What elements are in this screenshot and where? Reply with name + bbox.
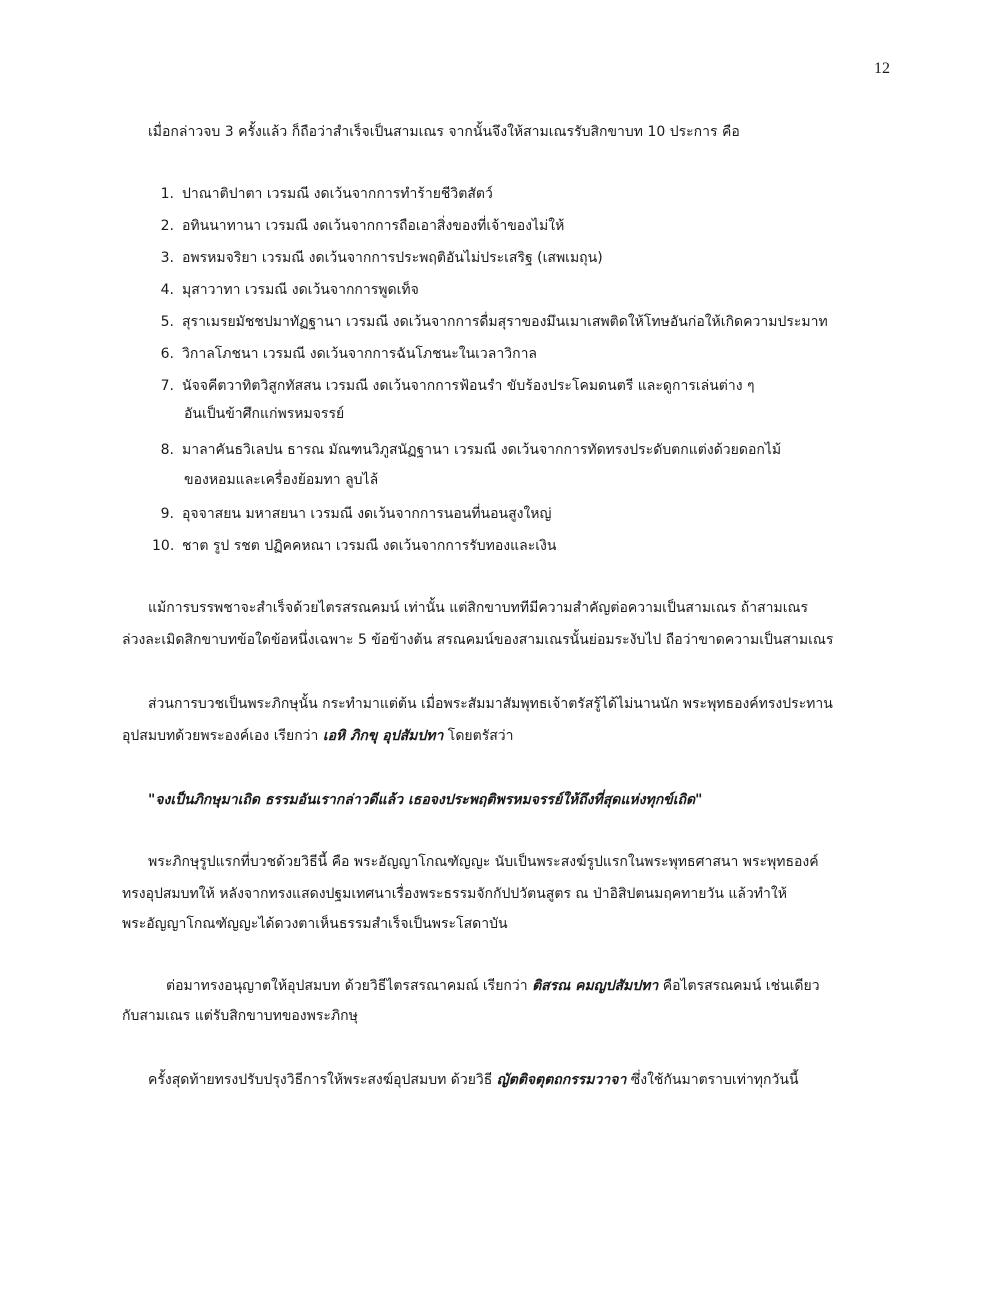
- list-item-text: สุราเมรยมัชชปมาทัฏฐานา เวรมณี งดเว้นจากการดื่มสุราของมึนเมาเสพติดให้โทษอันก่อให้เกิดความประมาท: [182, 314, 828, 330]
- list-item-number: 6.: [160, 346, 174, 362]
- list-item-continuation: อันเป็นข้าศึกแก่พรหมจรรย์: [184, 406, 345, 422]
- list-item: [152, 184, 493, 204]
- list-item: [152, 504, 551, 524]
- list-item-number: 2.: [160, 218, 174, 234]
- list-item-number: 5.: [160, 314, 174, 330]
- paragraph-line: ล่วงละเมิดสิกขาบทข้อใดข้อหนึ่งเฉพาะ 5 ข้อข้างต้น สรณคมน์ของสามเณรนั้นย่อมระงับไป ถือว่าขาดความเป็นสามเณร: [122, 632, 834, 648]
- text-run: โดยตรัสว่า: [443, 728, 514, 744]
- list-item-number: 7.: [160, 378, 174, 394]
- list-item-text: วิกาลโภชนา เวรมณี งดเว้นจากการฉันโภชนะในเวลาวิกาล: [182, 346, 538, 362]
- text-run: ต่อมาทรงอนุญาตให้อุปสมบท ด้วยวิธีไตรสรณาคมณ์ เรียกว่า: [166, 978, 533, 994]
- paragraph-line: ส่วนการบวชเป็นพระภิกษุนั้น กระทำมาแต่ต้น เมื่อพระสัมมาสัมพุทธเจ้าตรัสรู้ได้ไม่นานนัก พระพุทธองค์ทรงประทาน: [148, 696, 833, 712]
- list-item-number: 8.: [160, 442, 174, 458]
- emphasis-term: เอหิ ภิกขุ อุปสัมปทา: [322, 728, 444, 744]
- list-item-number: 9.: [160, 506, 174, 522]
- list-item: [152, 216, 564, 236]
- paragraph-line: กับสามเณร แต่รับสิกขาบทของพระภิกษุ: [122, 1008, 358, 1024]
- list-item: [152, 440, 781, 460]
- paragraph-line: พระภิกษุรูปแรกที่บวชด้วยวิธีนี้ คือ พระอัญญาโกณฑัญญะ นับเป็นพระสงฆ์รูปแรกในพระพุทธศาสนา พระพุทธองค์: [148, 854, 819, 870]
- list-item-text: นัจจคีตวาทิตวิสูกทัสสน เวรมณี งดเว้นจากการฟ้อนรำ ขับร้องประโคมดนตรี และดูการเล่นต่าง ๆ: [182, 378, 755, 394]
- list-item: [152, 344, 537, 364]
- paragraph-line: พระอัญญาโกณฑัญญะได้ดวงตาเห็นธรรมสำเร็จเป็นพระโสดาบัน: [122, 916, 508, 932]
- emphasis-term: ญัตติจตุตถกรรมวาจา: [496, 1072, 627, 1088]
- text-run: คือไตรสรณคมน์ เช่นเดียว: [658, 978, 820, 994]
- list-item-text: อพรหมจริยา เวรมณี งดเว้นจากการประพฤติอันไม่ประเสริฐ (เสพเมถุน): [182, 250, 603, 266]
- list-item-number: 4.: [160, 282, 174, 298]
- list-item-continuation: ของหอมและเครื่องย้อมทา ลูบไล้: [184, 472, 379, 488]
- paragraph-line: [122, 726, 514, 746]
- list-item-text: อทินนาทานา เวรมณี งดเว้นจากการถือเอาสิ่งของที่เจ้าของไม่ให้: [182, 218, 565, 234]
- paragraph-line: ทรงอุปสมบทให้ หลังจากทรงแสดงปฐมเทศนาเรื่องพระธรรมจักกัปปวัตนสูตร ณ ป่าอิสิปตนมฤคทายวัน แล้วทำให้: [122, 886, 787, 902]
- list-item: [152, 536, 556, 556]
- paragraph-line: [166, 976, 820, 996]
- list-item: [152, 248, 603, 268]
- list-item: [152, 280, 419, 300]
- paragraph-line: แม้การบรรพชาจะสำเร็จด้วยไตรสรณคมน์ เท่านั้น แต่สิกขาบททีมีความสำคัญต่อความเป็นสามเณร ถ้าสามเณร: [148, 600, 809, 616]
- text-run: ครั้งสุดท้ายทรงปรับปรุงวิธีการให้พระสงฆ์อุปสมบท ด้วยวิธี: [148, 1072, 497, 1088]
- buddha-quote: "จงเป็นภิกษุมาเถิด ธรรมอันเรากล่าวดีแล้ว เธอจงประพฤติพรหมจรรย์ให้ถึงที่สุดแห่งทุกข์เถิด": [148, 792, 703, 808]
- list-item-text: ชาต รูป รชต ปฏิคคหณา เวรมณี งดเว้นจากการรับทองและเงิน: [182, 538, 557, 554]
- list-item-number: 10.: [152, 538, 175, 554]
- list-item-text: อุจจาสยน มหาสยนา เวรมณี งดเว้นจากการนอนที่นอนสูงใหญ่: [182, 506, 552, 522]
- intro-paragraph: เมื่อกล่าวจบ 3 ครั้งแล้ว ก็ถือว่าสำเร็จเป็นสามเณร จากนั้นจึงให้สามเณรรับสิกขาบท 10 ประการ คือ: [148, 124, 740, 140]
- list-item-text: ปาณาติปาตา เวรมณี งดเว้นจากการทำร้ายชีวิตสัตว์: [182, 186, 493, 202]
- text-run: อุปสมบทด้วยพระองค์เอง เรียกว่า: [122, 728, 323, 744]
- list-item: [152, 376, 755, 396]
- page-number: 12: [874, 60, 890, 77]
- list-item: [152, 312, 828, 332]
- list-item-text: มาลาคันธวิเลปน ธารณ มัณฑนวิภูสนัฏฐานา เวรมณี งดเว้นจากการทัดทรงประดับตกแต่งด้วยดอกไม้: [182, 442, 782, 458]
- list-item-number: 3.: [160, 250, 174, 266]
- list-item-number: 1.: [160, 186, 174, 202]
- paragraph-line: [148, 1070, 799, 1090]
- list-item-text: มุสาวาทา เวรมณี งดเว้นจากการพูดเท็จ: [182, 282, 419, 298]
- text-run: ซึ่งใช้กันมาตราบเท่าทุกวันนี้: [626, 1072, 799, 1088]
- emphasis-term: ติสรณ คมญปสัมปทา: [532, 978, 659, 994]
